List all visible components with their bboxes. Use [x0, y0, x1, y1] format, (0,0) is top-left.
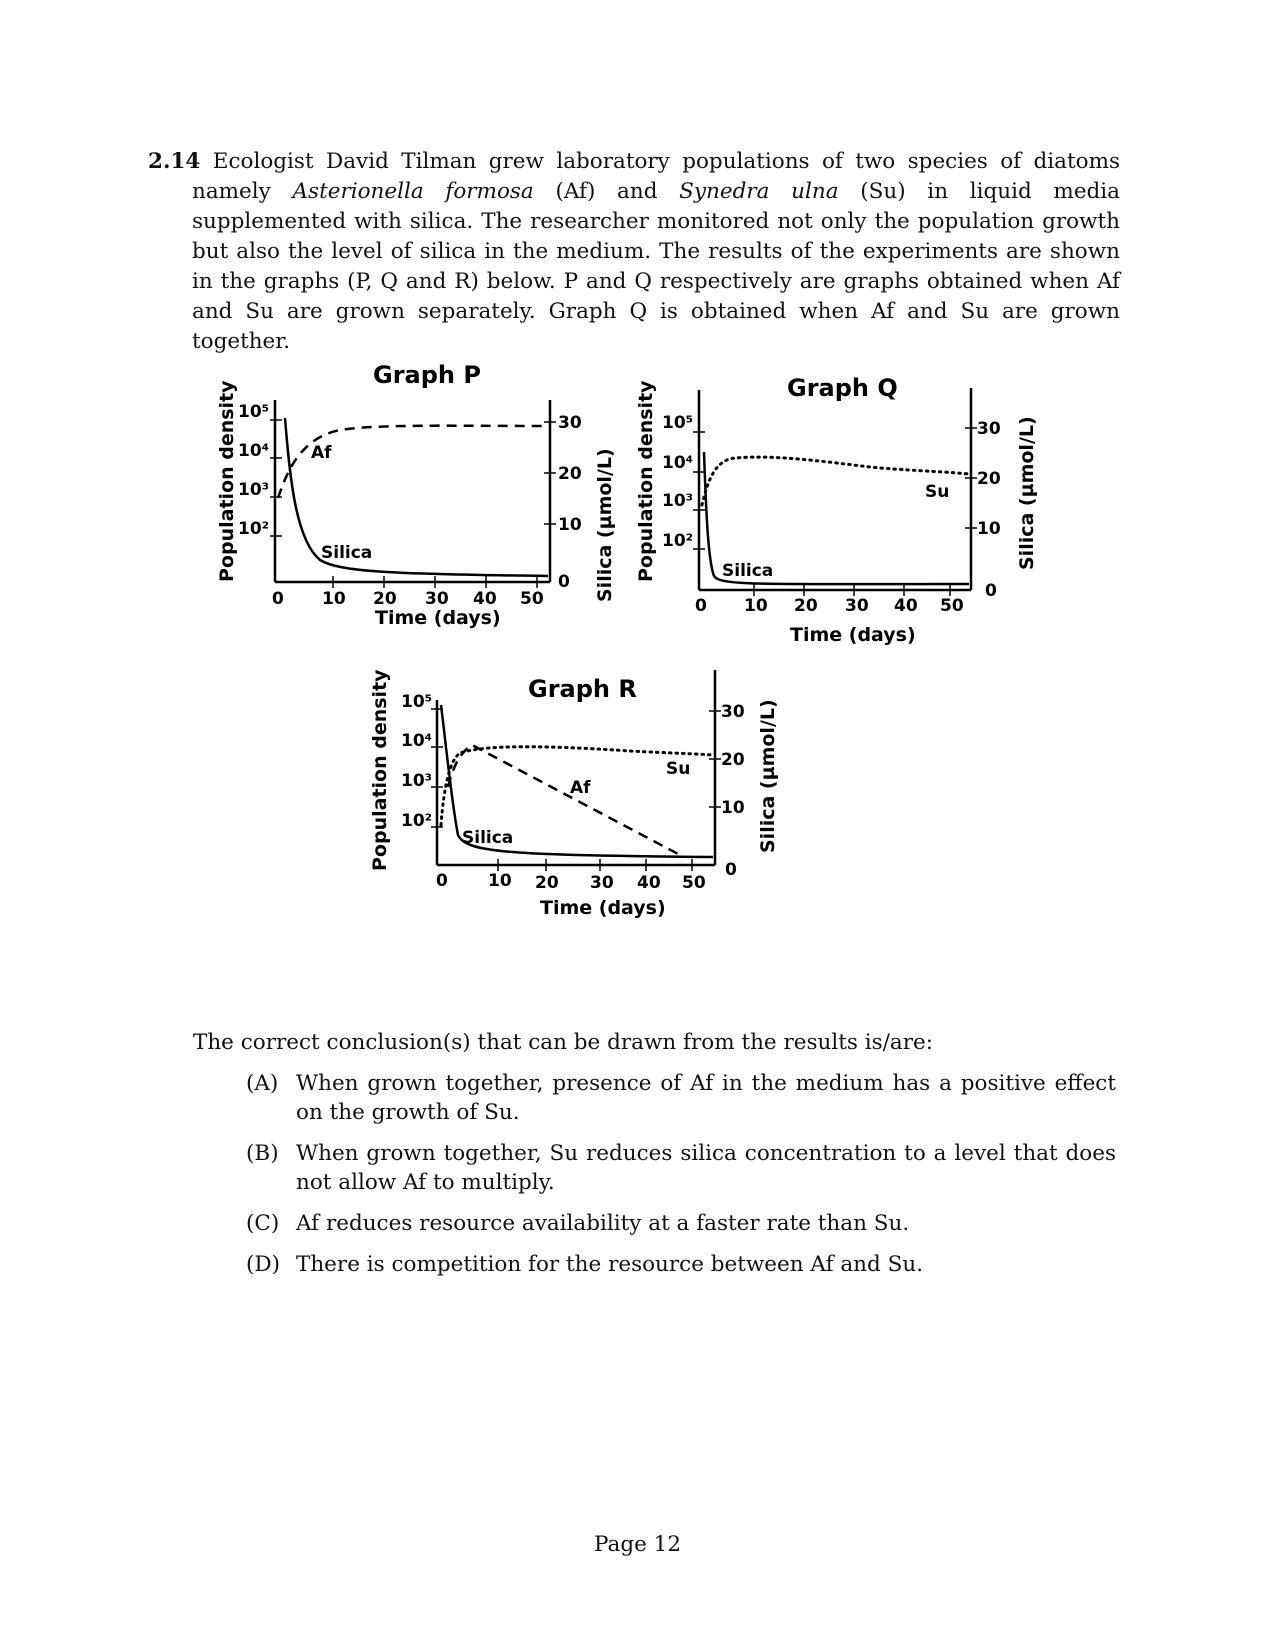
- graph-p-left-tick: 10³: [238, 480, 270, 500]
- graph-r-x-tick: 0: [436, 871, 448, 891]
- graph-p-x-tick: 50: [520, 589, 544, 609]
- graph-r-x-tick: 30: [590, 873, 614, 893]
- graph-q-right-tick: 20: [977, 469, 1001, 489]
- graph-r-left-tick: 10⁴: [401, 731, 433, 751]
- question-text: [148, 147, 1120, 357]
- graph-r-su-label: Su: [666, 759, 691, 779]
- graph-r-right-tick: 10: [721, 798, 745, 818]
- graph-q-x-tick: 10: [744, 596, 768, 616]
- option-letter: (D): [246, 1252, 281, 1277]
- graph-p-x-tick: 0: [272, 589, 284, 609]
- graph-q-x-tick: 30: [845, 596, 869, 616]
- option-text: When grown together, Su reduces silica concentration to a level that does not allow Af to multiply.: [296, 1141, 1116, 1195]
- graph-p-x-tick: 20: [373, 589, 397, 609]
- graph-r-x-axis-label: Time (days): [540, 897, 666, 919]
- graph-r-right-tick: 20: [721, 750, 745, 770]
- graph-r: [369, 669, 779, 919]
- graph-p-right-axis-label: Silica (µmol/L): [594, 448, 616, 602]
- graph-p-title: Graph P: [373, 361, 481, 389]
- species1-name: Asterionella formosa: [292, 179, 534, 204]
- graph-p: [216, 361, 616, 629]
- graph-p-x-tick: 10: [322, 589, 346, 609]
- graph-r-right-tick: 30: [721, 702, 745, 722]
- graph-p-right-tick: 10: [558, 515, 582, 535]
- graph-q-left-axis-label: Population density: [635, 380, 657, 582]
- option-letter: (A): [246, 1071, 279, 1096]
- graph-q-x-tick: 50: [940, 596, 964, 616]
- graph-r-x-tick: 20: [535, 873, 559, 893]
- option-b: [246, 1139, 1116, 1197]
- graph-r-right-tick: 0: [725, 860, 737, 880]
- option-letter: (C): [246, 1211, 280, 1236]
- graph-p-left-tick: 10⁴: [238, 441, 270, 461]
- question-block: [148, 147, 1120, 357]
- species1-abbr: (Af) and: [555, 179, 658, 204]
- graph-p-left-tick: 10²: [238, 519, 270, 539]
- graph-r-left-tick: 10²: [401, 811, 433, 831]
- graph-q-right-tick: 30: [977, 419, 1001, 439]
- graph-q-silica-label: Silica: [722, 561, 774, 581]
- graph-p-af-label: Af: [311, 443, 332, 463]
- graph-q-right-tick: 10: [977, 519, 1001, 539]
- question-number: 2.14: [148, 149, 201, 174]
- graph-q: [635, 374, 1038, 646]
- graph-r-left-tick: 10³: [401, 771, 433, 791]
- graph-p-left-tick: 10⁵: [238, 402, 270, 422]
- graph-p-x-axis-label: Time (days): [375, 607, 501, 629]
- conclusion-prompt: The correct conclusion(s) that can be drawn from the results is/are:: [193, 1030, 933, 1055]
- page-number: Page 12: [594, 1532, 681, 1557]
- graph-q-left-tick: 10⁵: [662, 413, 694, 433]
- graph-q-x-tick: 40: [894, 596, 918, 616]
- options-list: [246, 1069, 1116, 1291]
- graph-p-x-tick: 30: [425, 589, 449, 609]
- option-text: Af reduces resource availability at a faster rate than Su.: [296, 1211, 910, 1236]
- graph-q-left-tick: 10³: [662, 491, 694, 511]
- option-c: [246, 1209, 1116, 1238]
- graph-p-silica-label: Silica: [321, 543, 373, 563]
- graph-q-right-axis-label: Silica (µmol/L): [1016, 416, 1038, 570]
- graph-p-x-tick: 40: [473, 589, 497, 609]
- graph-r-x-tick: 40: [637, 873, 661, 893]
- graph-q-x-axis-label: Time (days): [790, 624, 916, 646]
- option-text: When grown together, presence of Af in the medium has a positive effect on the growth of Su.: [296, 1071, 1116, 1125]
- graph-q-left-tick: 10²: [662, 531, 694, 551]
- graph-r-silica-label: Silica: [462, 828, 514, 848]
- graph-r-left-axis-label: Population density: [369, 669, 391, 871]
- graph-r-left-tick: 10⁵: [401, 692, 433, 712]
- graph-r-x-tick: 50: [682, 873, 706, 893]
- graph-q-su-label: Su: [925, 482, 950, 502]
- graph-q-title: Graph Q: [787, 374, 898, 402]
- graph-r-af-label: Af: [570, 778, 591, 798]
- graph-p-left-axis-label: Population density: [216, 380, 238, 582]
- graph-p-right-tick: 0: [558, 572, 570, 592]
- graph-r-right-axis-label: Silica (µmol/L): [757, 699, 779, 853]
- species2-name: Synedra ulna: [679, 179, 839, 204]
- question-intro: Ecologist David Tilman grew laboratory populations of two species of diatoms namely: [192, 149, 1120, 204]
- graph-q-left-tick: 10⁴: [662, 453, 694, 473]
- graph-r-title: Graph R: [528, 675, 637, 703]
- graph-p-right-tick: 20: [558, 464, 582, 484]
- graph-q-right-tick: 0: [985, 581, 997, 601]
- option-text: There is competition for the resource between Af and Su.: [296, 1252, 924, 1277]
- graphs-figure: [190, 360, 1090, 1000]
- option-d: [246, 1250, 1116, 1279]
- graph-r-x-tick: 10: [488, 871, 512, 891]
- option-a: [246, 1069, 1116, 1127]
- option-letter: (B): [246, 1141, 279, 1166]
- graph-q-x-tick: 20: [794, 596, 818, 616]
- question-rest: (Su) in liquid media supplemented with silica. The researcher monitored not only the population growth but also the level of silica in the medium. The results of the experiments are shown in the graphs (P, Q and R) below. P and Q respectively are graphs obtained when Af and Su are grown separately. Graph Q is obtained when Af and Su are grown together.: [192, 179, 1120, 354]
- graph-q-x-tick: 0: [695, 596, 707, 616]
- graphs-svg: [190, 360, 1090, 1000]
- graph-p-right-tick: 30: [558, 413, 582, 433]
